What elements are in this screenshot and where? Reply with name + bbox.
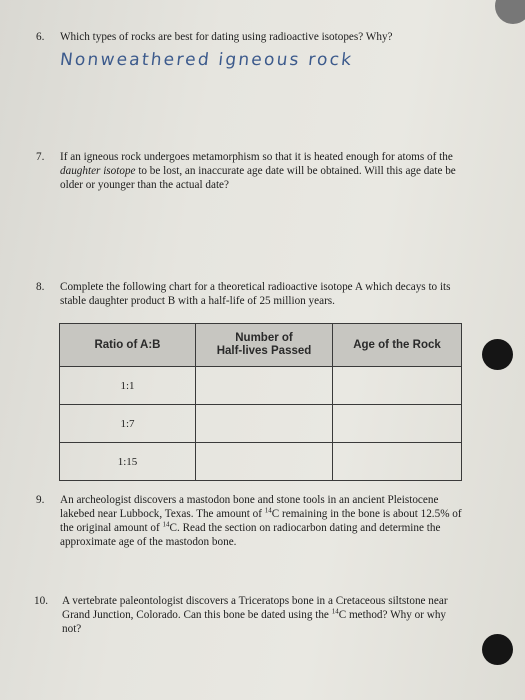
- punch-hole-top: [495, 0, 525, 24]
- header-half-lives: [196, 324, 333, 367]
- half-lives-cell[interactable]: [196, 405, 333, 443]
- question-8: [36, 280, 466, 308]
- age-cell[interactable]: [333, 367, 462, 405]
- age-cell[interactable]: [333, 405, 462, 443]
- half-life-chart: [59, 323, 462, 481]
- question-10: [36, 594, 466, 636]
- handwritten-answer-6: Nonweathered igneous rock: [58, 50, 355, 70]
- table-row: [60, 443, 462, 481]
- isotope-superscript: 14: [331, 607, 339, 616]
- text-segment: A vertebrate paleontologist discovers a Triceratops bone in a Cretaceous siltstone near Grand Junction, Colorado. Can this bone be dated using the: [62, 595, 448, 621]
- emphasis-daughter-isotope: daughter isotope: [60, 165, 136, 177]
- question-number: 9.: [36, 494, 45, 506]
- question-text: [62, 594, 466, 636]
- question-number: 8.: [36, 281, 45, 293]
- text-segment: C method? Why or why not?: [62, 609, 447, 635]
- text-segment: C. Read the section on radiocarbon dating and determine the approximate age of the mastodon bone.: [60, 522, 441, 548]
- header-half-lives-line1: Number of: [235, 332, 293, 344]
- chart-header-row: [60, 324, 462, 367]
- isotope-superscript: 14: [264, 506, 272, 515]
- text-segment: C remaining in the bone is about 12.5% of the original amount of: [60, 508, 462, 534]
- header-age: Age of the Rock: [333, 324, 462, 367]
- question-text: [60, 493, 466, 549]
- question-text: Which types of rocks are best for dating using radioactive isotopes? Why?: [60, 31, 393, 43]
- table-row: [60, 405, 462, 443]
- text-segment: to be lost, an inaccurate age date will be obtained. Will this age date be older or younger than the actual date?: [60, 165, 456, 191]
- half-lives-cell[interactable]: [196, 367, 333, 405]
- punch-hole-middle: [482, 339, 513, 370]
- table-row: [60, 367, 462, 405]
- question-number: 7.: [36, 151, 45, 163]
- text-segment: An archeologist discovers a mastodon bone and stone tools in an ancient Pleistocene lakebed near Lubbock, Texas. The amount of: [60, 494, 439, 520]
- question-number: 10.: [34, 595, 48, 607]
- half-lives-cell[interactable]: [196, 443, 333, 481]
- punch-hole-bottom: [482, 634, 513, 665]
- age-cell[interactable]: [333, 443, 462, 481]
- header-half-lives-line2: Half-lives Passed: [216, 345, 312, 357]
- question-7: [36, 150, 466, 192]
- question-text: Complete the following chart for a theoretical radioactive isotope A which decays to its stable daughter product B with a half-life of 25 million years.: [60, 281, 451, 307]
- question-text: [60, 150, 466, 192]
- ratio-cell: 1:1: [60, 367, 196, 405]
- question-number: 6.: [36, 31, 45, 43]
- question-6: [36, 30, 466, 44]
- header-ratio: Ratio of A:B: [60, 324, 196, 367]
- ratio-cell: 1:15: [60, 443, 196, 481]
- isotope-superscript: 14: [162, 520, 170, 529]
- text-segment: If an igneous rock undergoes metamorphism so that it is heated enough for atoms of the: [60, 151, 453, 163]
- question-9: [36, 493, 466, 549]
- ratio-cell: 1:7: [60, 405, 196, 443]
